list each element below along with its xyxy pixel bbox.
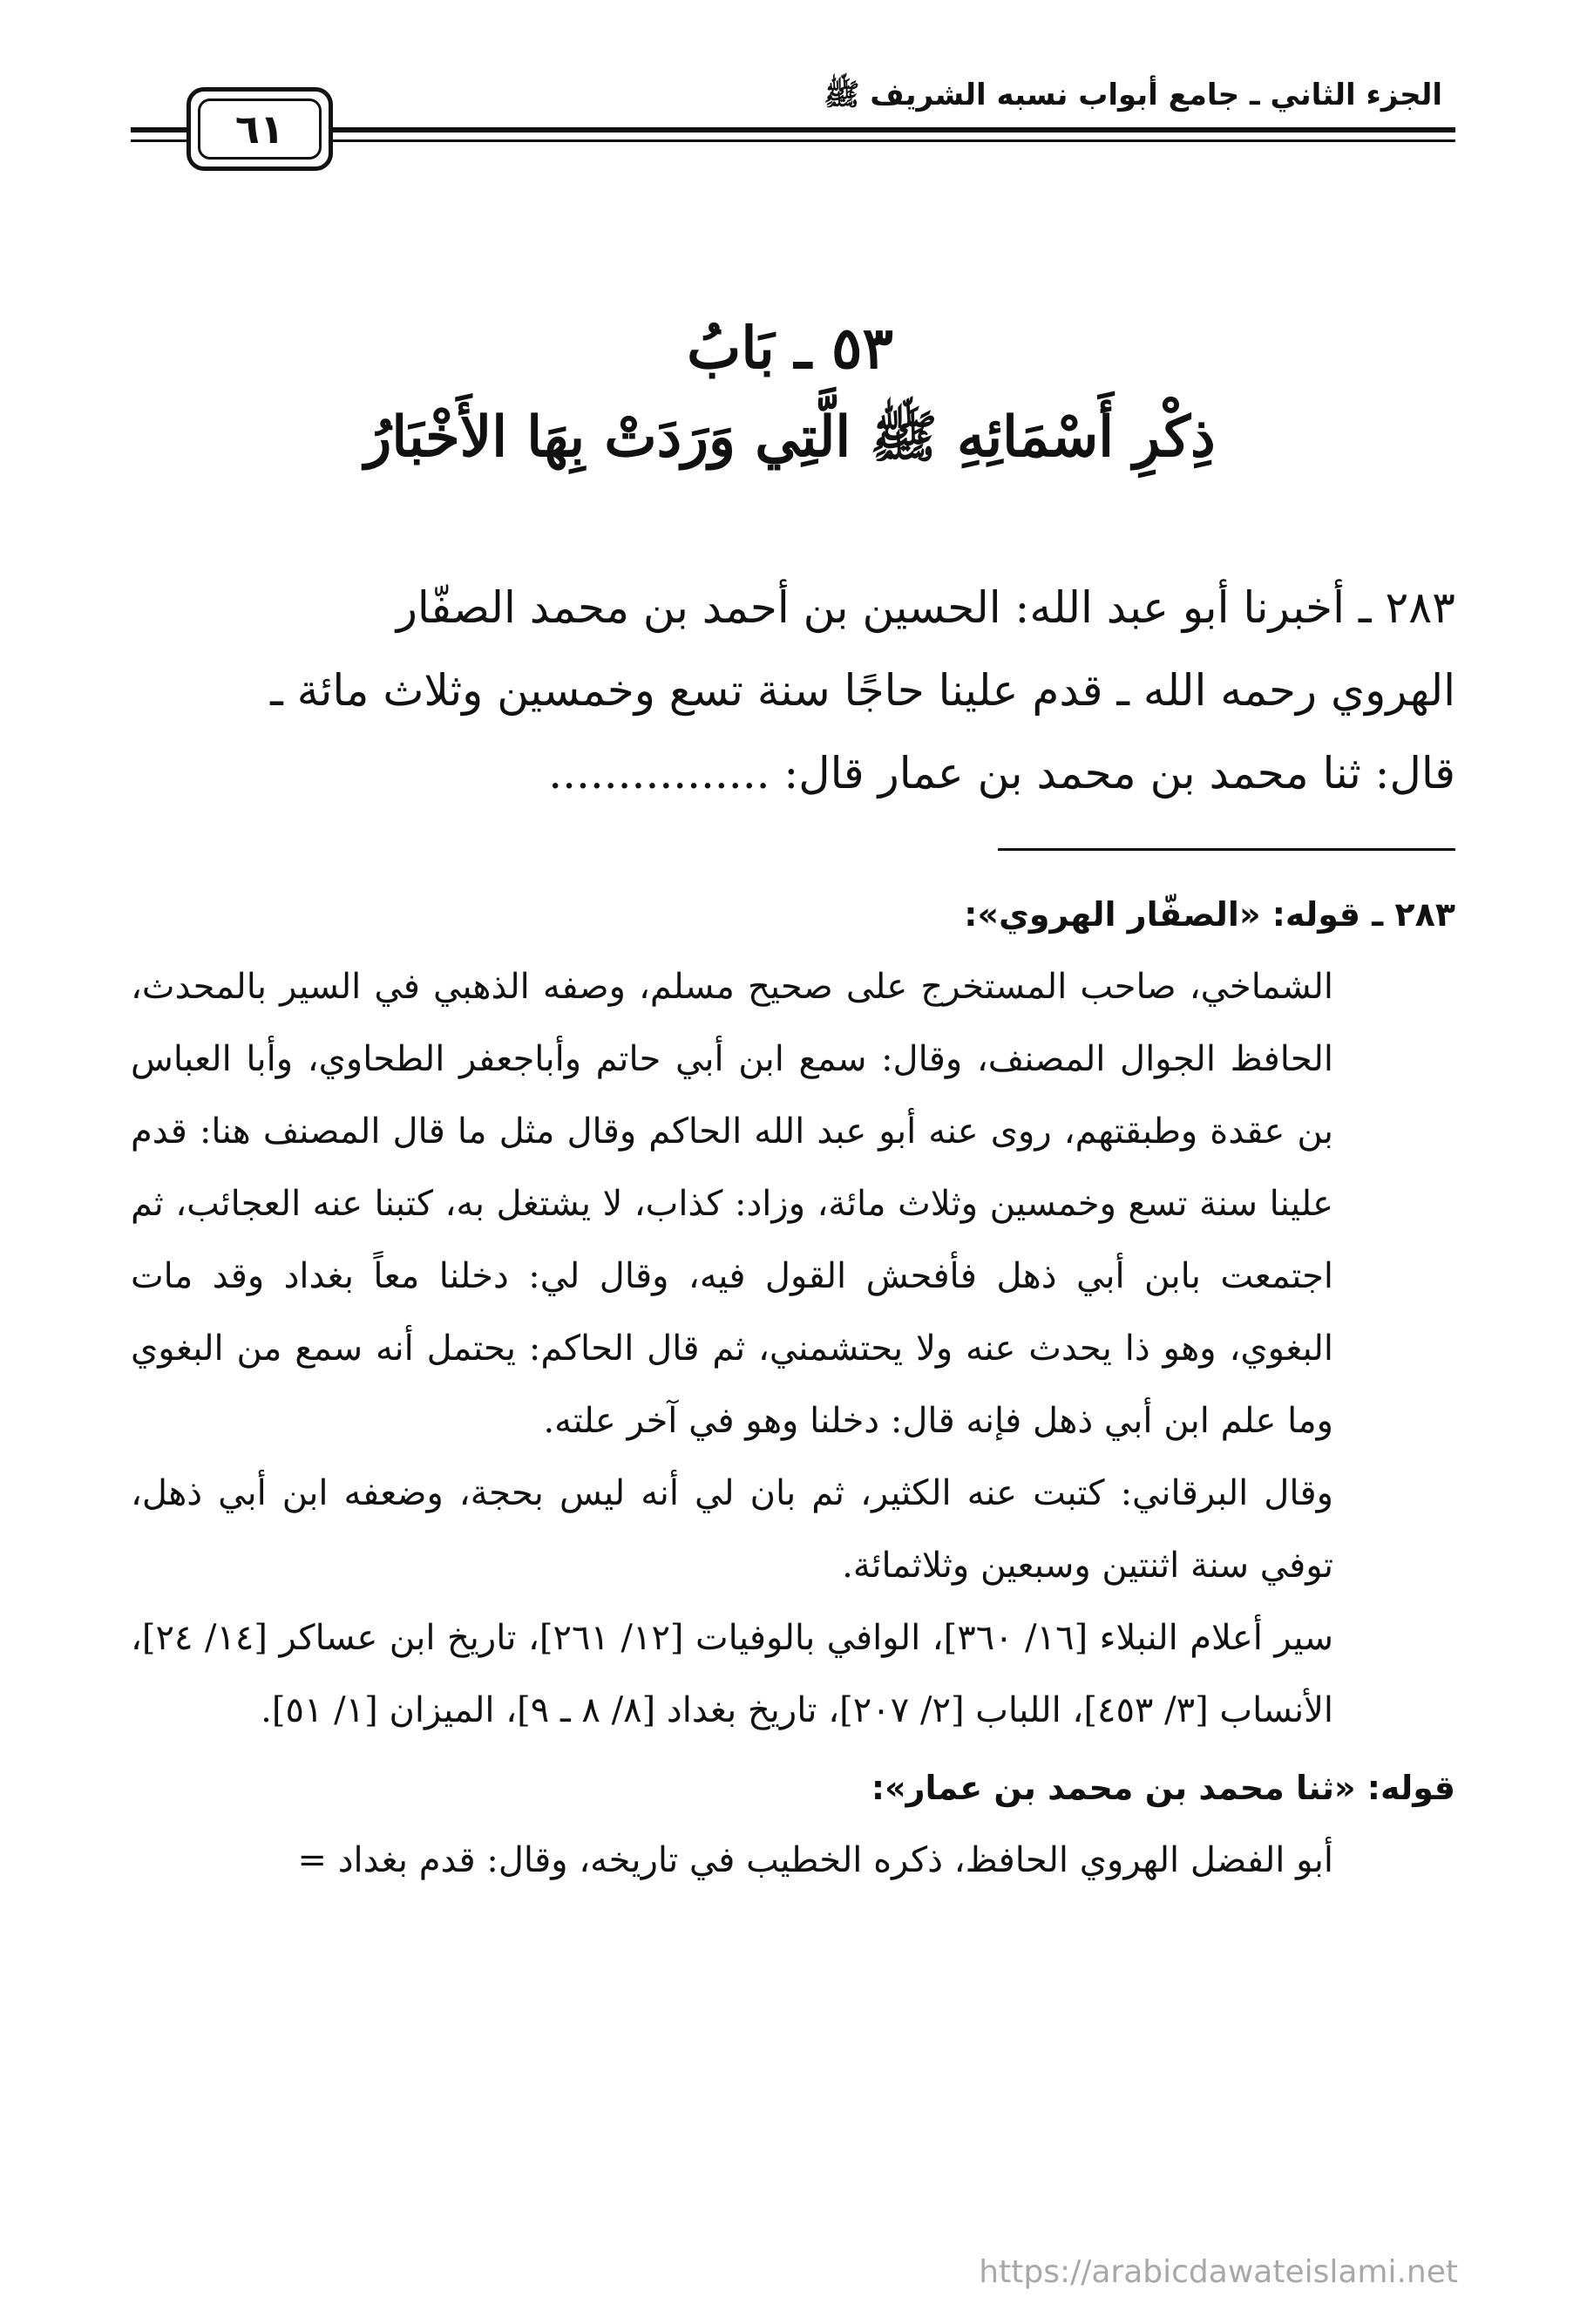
main-line: الهروي رحمه الله ـ قدم علينا حاجًا سنة تسع وخمسين وثلاث مائة ـ [270, 665, 1455, 716]
footnote-body [131, 951, 1333, 1747]
page-number-frame [186, 87, 333, 171]
footnote-paragraph: أبو الفضل الهروي الحافظ، ذكره الخطيب في تاريخه، وقال: قدم بغداد = [297, 1840, 1333, 1880]
main-line: ٢٨٣ ـ أخبرنا أبو عبد الله: الحسين بن أحمد بن محمد الصفّار [396, 582, 1455, 633]
main-line-text: قال: ثنا محمد بن محمد بن عمار قال: [783, 748, 1455, 798]
footnote-separator [998, 848, 1455, 851]
footnote-heading: قوله: «ثنا محمد بن محمد بن عمار»: [871, 1769, 1455, 1807]
ellipsis: ................ [548, 748, 770, 798]
footnote-references: سير أعلام النبلاء [١٦/ ٣٦٠]، الوافي بالوفيات [١٢/ ٢٦١]، تاريخ ابن عساكر [١٤/ ٢٤]، الأنساب [٣/ ٤٥٣]، اللباب [٢/ ٢٠٧]، تاريخ بغداد [٨/ ٨ ـ ٩]، الميزان [١/ ٥١]. [131, 1618, 1333, 1730]
footnote-heading: ٢٨٣ ـ قوله: «الصفّار الهروي»: [964, 895, 1455, 934]
running-header-title: الجزء الثاني ـ جامع أبواب نسبه الشريف ﷺ [824, 78, 1442, 112]
page-number: ٦١ [198, 99, 322, 160]
footnote-body [131, 1825, 1333, 1897]
chapter-number: ٥٣ ـ بَابُ [687, 314, 893, 382]
chapter-title: ذِكْرِ أَسْمَائِهِ ﷺ الَّتِي وَرَدَتْ بِهَا الأَخْبَارُ [364, 404, 1216, 470]
footnotes [131, 879, 1455, 1897]
main-line [131, 732, 1455, 815]
watermark-url: https://arabicdawateislami.net [979, 2254, 1458, 2290]
main-text [131, 567, 1455, 815]
footnote-paragraph: وقال البرقاني: كتبت عنه الكثير، ثم بان لي أنه ليس بحجة، وضعفه ابن أبي ذهل، توفي سنة اثنتين وسبعين وثلاثمائة. [131, 1473, 1333, 1586]
footnote-paragraph: الشماخي، صاحب المستخرج على صحيح مسلم، وصفه الذهبي في السير بالمحدث، الحافظ الجوال المصنف، وقال: سمع ابن أبي حاتم وأباجعفر الطحاوي، وأبا العباس بن عقدة وطبقتهم، روى عنه أبو عبد الله الحاكم وقال مثل ما قال المصنف هنا: قدم علينا سنة تسع وخمسين وثلاث مائة، وزاد: كذاب، لا يشتغل به، كتبنا عنه العجائب، ثم اجتمعت بابن أبي ذهل فأفحش القول فيه، وقال لي: دخلنا معاً بغداد وقد مات البغوي، وهو ذا يحدث عنه ولا يحتشمني، ثم قال الحاكم: يحتمل أنه سمع من البغوي وما علم ابن أبي ذهل فإنه قال: دخلنا وهو في آخر علته. [131, 967, 1333, 1441]
